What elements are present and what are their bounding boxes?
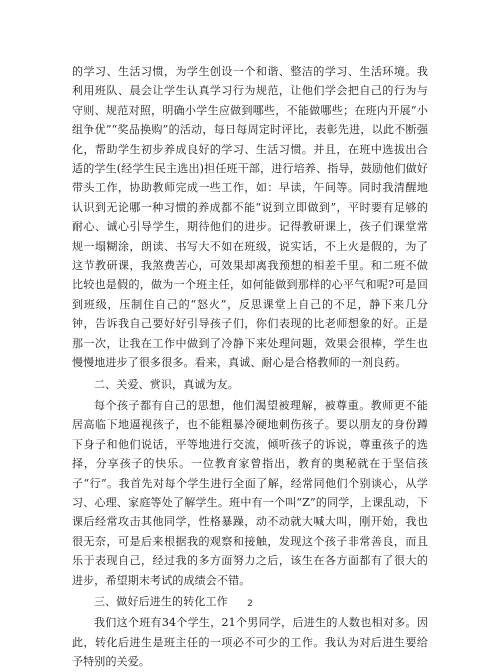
section-heading-care: 二、关爱、赏识，真诚为友。 (94, 377, 239, 391)
paragraph-habits: 的学习、生活习惯，为学生创设一个和谐、整洁的学习、生活环境。我利用班队、晨会让学生认真学习行为规范，让他们学会把自己的行为与守则、规范对照，明确小学生应做到哪些，不能做哪些；在班内开展“小组争优”“奖品换购”的活动，每日每周定时评比，表彰先进，以此不断强化，帮助学生初步养成良好的学习、生活习惯。并且，在班中选拔出合适的学生(经学生民主选出)担任班干部，进行培养、指导，鼓励他们做好带头工作，协助教师完成一些工作，如：早读，午间等。同时我清醒地认识到无论哪一种习惯的养成都不能“说到立即做到”，平时要有足够的耐心、诚心引导学生，期待他们的进步。记得教研课上，孩子们课堂常规一塌糊涂，朗读、书写大不如在班级，说实话，不上火是假的，为了这节教研课，我煞费苦心，可效果却离我预想的相差千里。和二班不做比较也是假的，做为一个班主任，如何能做到那样的心平气和呢?可是回到班级，压制住自己的“怒火”，反思课堂上自己的不足，静下来几分钟，告诉我自己要好好引导孩子们，你们表现的比老师想象的好。正是那一次，让我在工作中做到了冷静下来处理问题，效果会很棒，学生也慢慢地进步了很多很多。看来，真诚、耐心是合格教师的一剂良药。 (72, 65, 428, 370)
paragraph-underachievers: 我们这个班有34个学生，21个男同学，后进生的人数也相对多。因此，转化后进生是班主任的一项必不可少的工作。我认为对后进生要给予特别的关爱。 (72, 616, 428, 669)
document-body (72, 62, 428, 672)
paragraph-care: 每个孩子都有自己的思想，他们渴望被理解，被尊重。教师更不能居高临下地逼视孩子，也不能粗暴冷硬地刺伤孩子。要以朋友的身份蹲下身子和他们说话，平等地进行交流，倾听孩子的诉说，尊重孩子的选择，分享孩子的快乐。一位教育家曾指出，教育的奥秘就在于坚信孩子“行”。我首先对每个学生进行全面了解，经常同他们个别谈心，从学习、心理、家庭等处了解学生。班中有一个叫“Z”的同学，上课乱动，下课后经常攻击其他同学，性格暴躁，动不动就大喊大叫，刚开始，我也很无奈，可是后来根据我的观察和接触，发现这个孩子非常善良，而且乐于表现自己，经过我的多方面努力之后，该生在各方面都有了很大的进步，希望期末考试的成绩会不错。 (72, 398, 428, 587)
section-heading-underachievers: 三、做好后进生的转化工作 (94, 594, 228, 608)
page-number: 2 (247, 599, 253, 609)
